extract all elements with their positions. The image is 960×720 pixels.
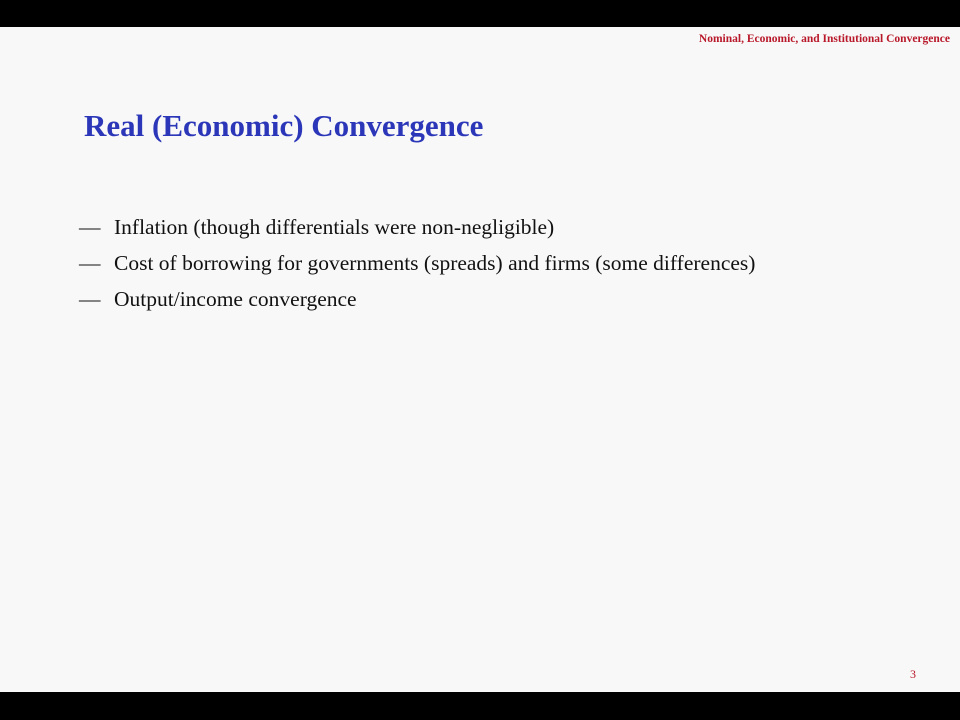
dash-bullet-icon: —	[79, 251, 101, 275]
bullet-text: Output/income convergence	[114, 287, 357, 311]
bullet-text: Cost of borrowing for governments (spreads) and firms (some differences)	[114, 251, 756, 275]
top-letterbox-bar	[0, 0, 960, 27]
slide-title: Real (Economic) Convergence	[84, 108, 484, 143]
slide	[0, 27, 960, 692]
dash-bullet-icon: —	[79, 215, 101, 239]
dash-bullet-icon: —	[79, 287, 101, 311]
page-number: 3	[910, 667, 916, 681]
bullet-item	[79, 245, 755, 281]
bullet-text: Inflation (though differentials were non-negligible)	[114, 215, 555, 239]
bottom-letterbox-bar	[0, 692, 960, 720]
bullet-item	[79, 209, 755, 245]
bullet-item	[79, 281, 755, 317]
running-header: Nominal, Economic, and Institutional Convergence	[698, 33, 950, 45]
bullet-list	[79, 209, 755, 317]
